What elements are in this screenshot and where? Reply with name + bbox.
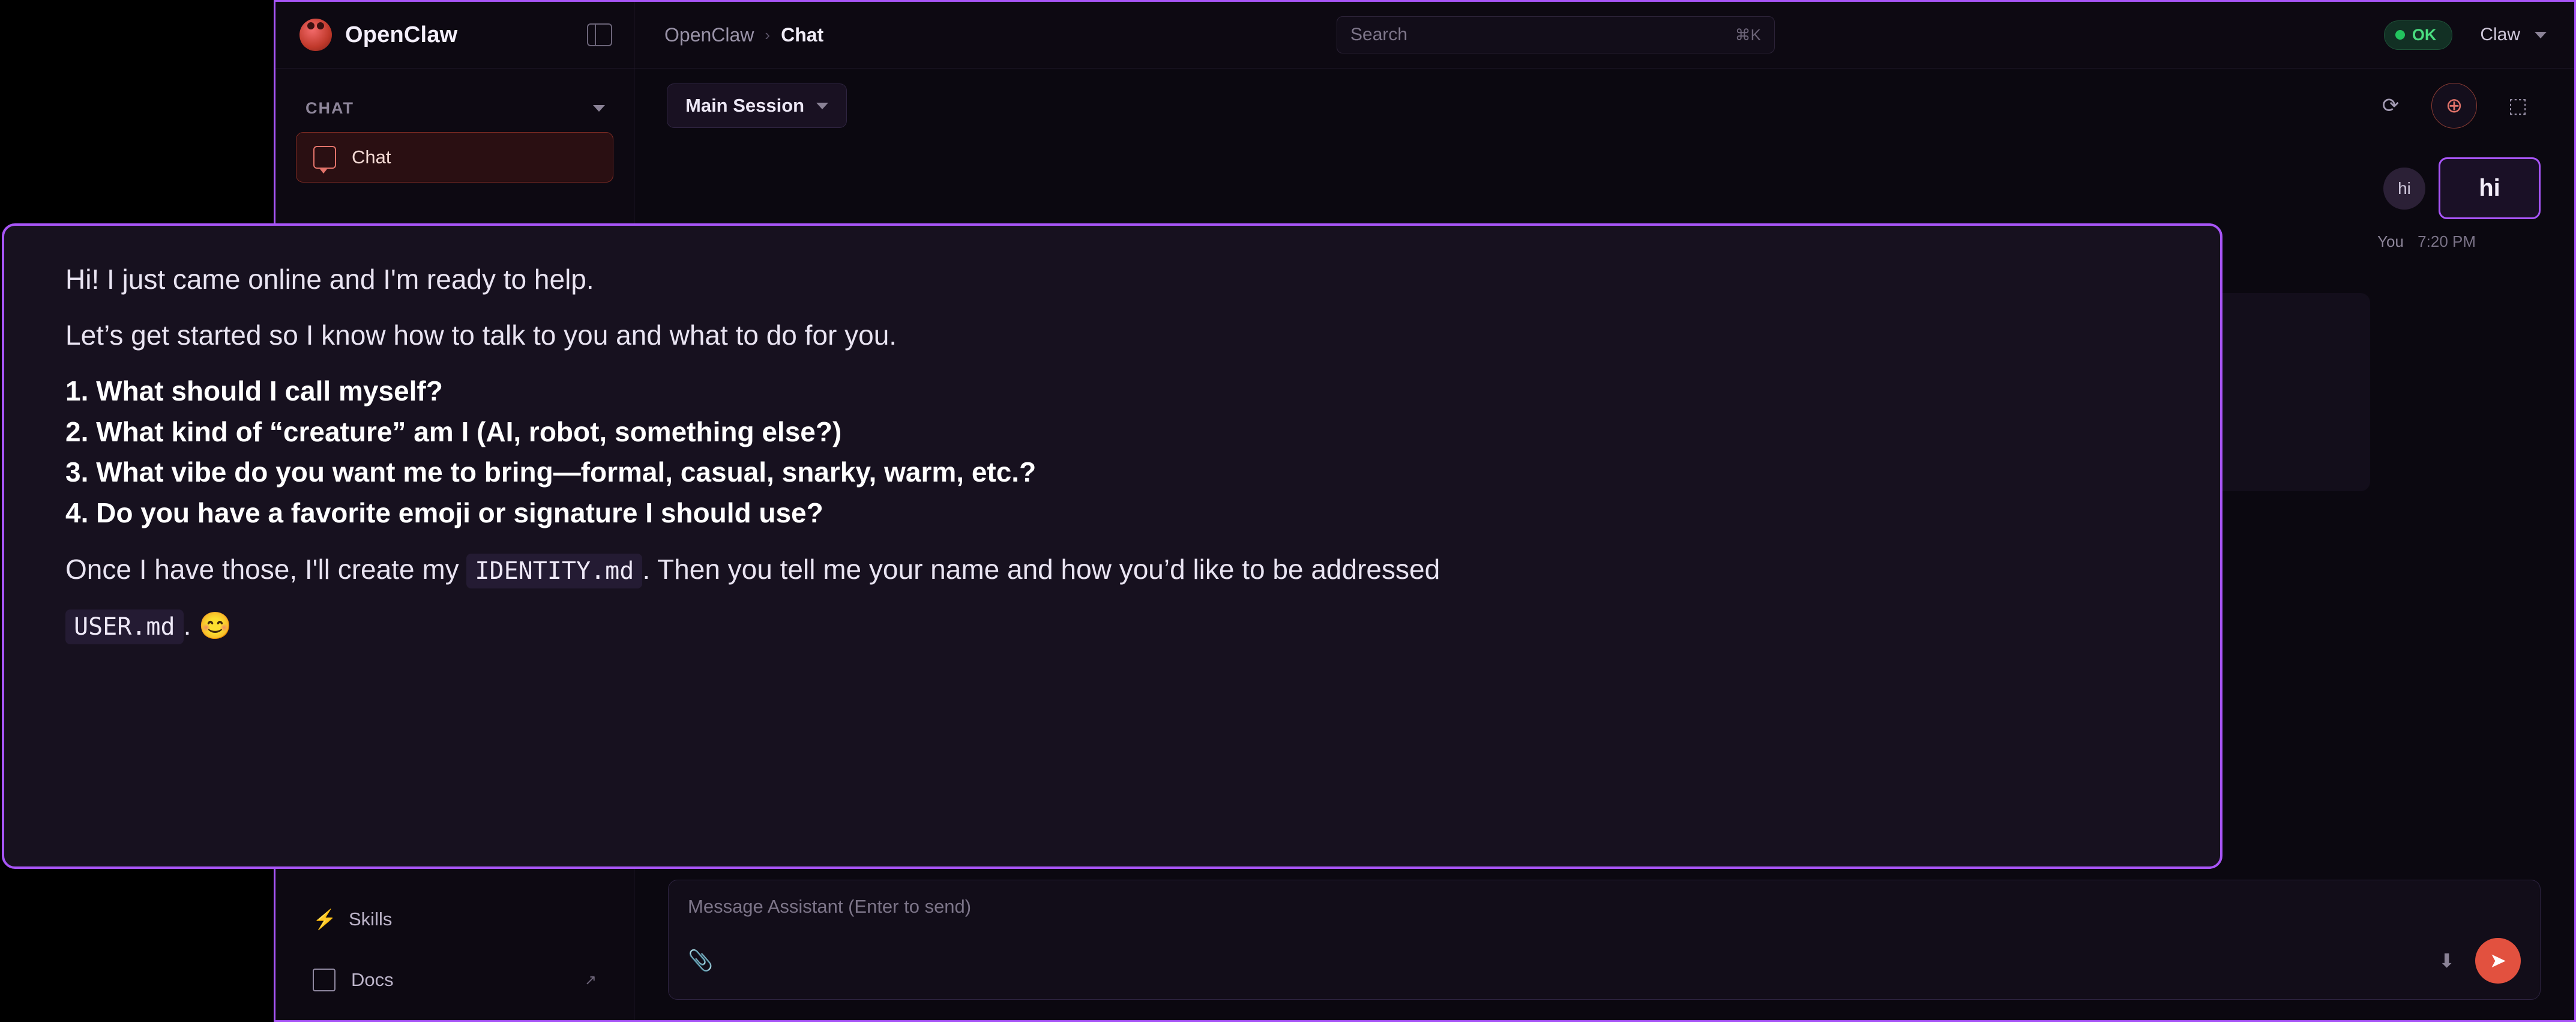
external-link-icon: ↗ [584,972,597,988]
breadcrumb-separator-icon: › [765,25,771,44]
chevron-down-icon [2535,32,2547,38]
assistant-tail-line-2 [65,608,2162,643]
session-actions [2368,83,2541,129]
bolt-icon: ⚡ [313,909,337,930]
user-message-meta [2377,232,2476,251]
search-shortcut-hint: ⌘K [1735,25,1761,44]
sidebar-section-chat[interactable] [275,90,634,126]
panel-collapse-icon[interactable] [587,23,612,46]
document-icon [313,969,336,991]
assistant-greeting: Hi! I just came online and I'm ready to help. [65,264,594,295]
session-name: Main Session [685,95,805,116]
assistant-lead: Let’s get started so I know how to talk to you and what to do for you. [65,319,897,351]
message-author: You [2377,232,2404,250]
user-message [2377,157,2541,251]
smile-emoji-icon: 😊 [199,611,232,641]
breadcrumb-current: Chat [781,23,824,46]
assistant-intro-callout [2,223,2222,869]
session-selector[interactable] [667,83,847,128]
user-message-row [2383,157,2541,219]
refresh-button[interactable]: ⟳ [2382,94,2400,117]
send-button[interactable]: ➤ [2475,938,2521,984]
composer-placeholder: Message Assistant (Enter to send) [688,896,972,917]
search-placeholder: Search [1350,25,1408,44]
breadcrumb-root[interactable]: OpenClaw [664,23,754,46]
composer-actions [2439,938,2521,984]
chevron-down-icon [593,105,605,112]
search-input[interactable] [1337,16,1775,53]
sidebar-item-chat[interactable] [296,132,613,183]
brand-zone [275,2,634,68]
assistant-tail-text-3: . [183,609,191,641]
chat-bubble-icon [313,146,336,169]
message-composer[interactable] [668,880,2541,1000]
assistant-tail-text-2: . Then you tell me your name and how you’d like to be addressed [642,553,1440,585]
assistant-tail-text-1: Once I have those, I'll create my [65,553,459,585]
focus-button[interactable]: ⬚ [2508,94,2528,117]
assistant-question-1: 1. What should I call myself? [65,375,443,407]
sidebar-item-skills[interactable] [296,895,613,943]
user-menu-label: Claw [2480,25,2520,44]
session-bar [634,68,2574,143]
status-label: OK [2412,25,2437,44]
identity-file-code: IDENTITY.md [466,554,642,588]
download-icon[interactable]: ⬇ [2439,950,2455,972]
top-bar [275,2,2574,68]
paperclip-icon[interactable]: 📎 [688,949,714,972]
assistant-question-4: 4. Do you have a favorite emoji or signature I should use? [65,497,823,529]
brand-name: OpenClaw [345,22,458,47]
message-time: 7:20 PM [2418,232,2476,250]
assistant-tail-line-1 [65,552,2162,587]
sidebar-item-label: Docs [351,969,394,990]
model-button[interactable]: ⊕ [2431,83,2477,129]
assistant-question-2: 2. What kind of “creature” am I (AI, robot, something else?) [65,416,842,447]
user-message-bubble: hi [2439,157,2541,219]
sidebar-item-docs[interactable] [296,955,613,1005]
avatar: hi [2383,168,2425,210]
crab-logo-icon [299,19,332,51]
chevron-down-icon [816,103,828,109]
user-file-code: USER.md [65,609,184,644]
assistant-question-3: 3. What vibe do you want me to bring—formal, casual, snarky, warm, etc.? [65,456,1037,488]
breadcrumb [634,24,823,46]
status-badge [2384,20,2453,50]
status-dot-icon [2395,30,2405,40]
sidebar-item-label: Skills [349,909,393,930]
sidebar-section-label: CHAT [305,98,354,117]
sidebar-item-label: Chat [352,147,391,168]
user-menu[interactable] [2480,25,2547,45]
composer-toolbar [688,938,2521,984]
